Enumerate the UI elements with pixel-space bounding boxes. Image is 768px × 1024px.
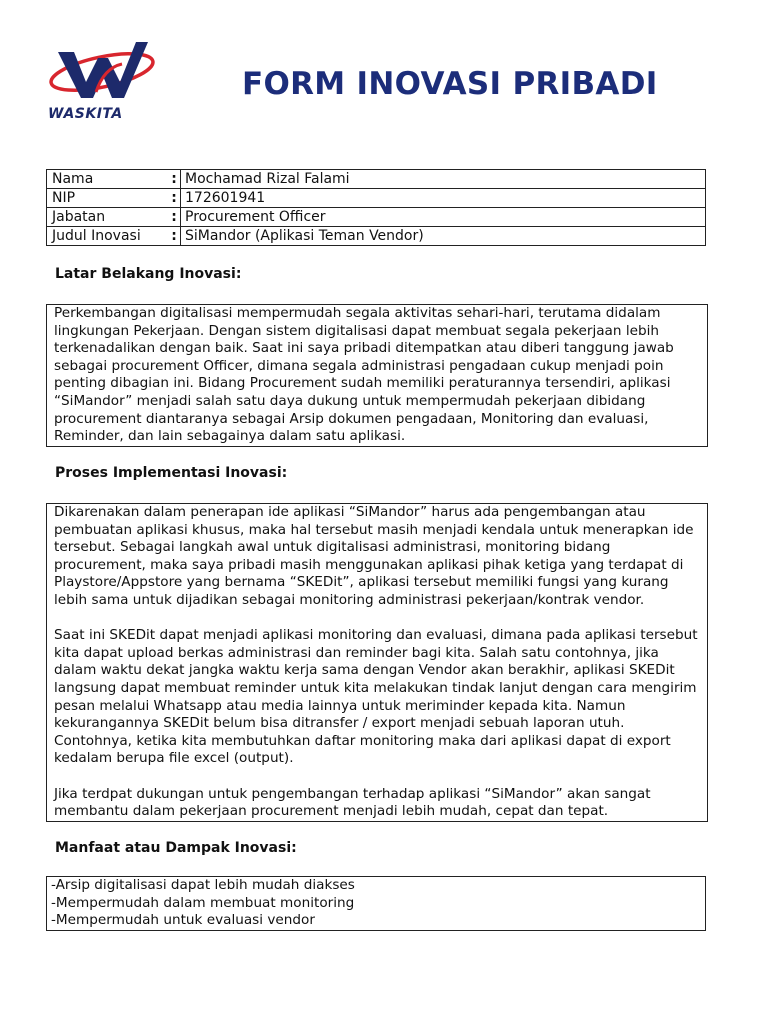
latar-belakang-paragraph: Perkembangan digitalisasi mempermudah segala aktivitas sehari-hari, terutama didalam lingkungan Pekerjaan. Dengan sistem digitalisasi dapat membuat segala pekerjaan lebih terkenadalikan dengan baik. Saat ini saya pribadi ditempatkan atau diberi tanggung jawab sebagai procurement Officer, dimana segala administrasi pengadaan cukup menjadi poin penting dibagian ini. Bidang Procurement sudah memiliki peraturannya tersendiri, aplikasi “SiMandor” menjadi salah satu daya dukung untuk mempermudah pekerjaan dibidang procurement diantaranya sebagai Arsip dokumen pengadaan, Monitoring dan evaluasi, Reminder, dan lain sebagainya dalam satu aplikasi. <box>54 305 674 445</box>
info-colon: : <box>168 227 181 246</box>
manfaat-item: -Mempermudah dalam membuat monitoring <box>51 894 355 911</box>
proses-implementasi-heading: Proses Implementasi Inovasi: <box>55 465 288 481</box>
info-row <box>47 189 706 208</box>
logo-text: WASKITA <box>48 106 123 122</box>
proses-implementasi-box <box>46 503 708 822</box>
manfaat-item: -Arsip digitalisasi dapat lebih mudah diakses <box>51 877 355 893</box>
waskita-logo-mark <box>44 38 160 108</box>
waskita-logo <box>44 38 160 124</box>
info-label: Judul Inovasi <box>47 227 169 246</box>
proses-paragraph: Jika terdpat dukungan untuk pengembangan terhadap aplikasi “SiMandor” akan sangat membantu dalam pekerjaan procurement menjadi lebih mudah, cepat dan tepat. <box>54 785 651 820</box>
info-value: Procurement Officer <box>181 208 706 227</box>
latar-belakang-box <box>46 304 708 447</box>
info-row <box>47 170 706 189</box>
info-value: 172601941 <box>181 189 706 208</box>
latar-belakang-heading: Latar Belakang Inovasi: <box>55 266 242 282</box>
info-label: Jabatan <box>47 208 169 227</box>
info-colon: : <box>168 208 181 227</box>
info-value: Mochamad Rizal Falami <box>181 170 706 189</box>
proses-paragraph: Saat ini SKEDit dapat menjadi aplikasi monitoring dan evaluasi, dimana pada aplikasi tersebut kita dapat upload berkas administrasi dan reminder bagi kita. Salah satu contohnya, jika dalam waktu dekat jangka waktu kerja sama dengan Vendor akan berakhir, aplikasi SKEDit langsung dapat membuat reminder untuk kita melakukan tindak lanjut dengan cara mengirim pesan melalui Whatsapp atau media lainnya untuk meriminder kepada kita. Namun kekurangannya SKEDit belum bisa ditransfer / export menjadi sebuah laporan utuh. Contohnya, ketika kita membutuhkan daftar monitoring maka dari aplikasi dapat di export kedalam berupa file excel (output). <box>54 627 698 767</box>
info-colon: : <box>168 189 181 208</box>
info-colon: : <box>168 170 181 189</box>
info-table <box>46 169 706 246</box>
manfaat-box <box>46 876 706 931</box>
info-row <box>47 227 706 246</box>
manfaat-item: -Mempermudah untuk evaluasi vendor <box>51 912 315 929</box>
page-title: FORM INOVASI PRIBADI <box>242 66 658 102</box>
info-value: SiMandor (Aplikasi Teman Vendor) <box>181 227 706 246</box>
info-row <box>47 208 706 227</box>
manfaat-heading: Manfaat atau Dampak Inovasi: <box>55 840 297 856</box>
proses-paragraph: Dikarenakan dalam penerapan ide aplikasi “SiMandor” harus ada pengembangan atau pembuatan aplikasi khusus, maka hal tersebut masih menjadi kendala untuk menerapkan ide tersebut. Sebagai langkah awal untuk digitalisasi administrasi, monitoring bidang procurement, maka saya pribadi masih menggunakan aplikasi pihak ketiga yang terdapat di Playstore/Appstore yang bernama “SKEDit”, aplikasi tersebut memiliki fungsi yang kurang lebih sama untuk dijadikan sebagai monitoring administrasi pekerjaan/kontrak vendor. <box>54 504 694 608</box>
info-label: Nama <box>47 170 169 189</box>
info-label: NIP <box>47 189 169 208</box>
